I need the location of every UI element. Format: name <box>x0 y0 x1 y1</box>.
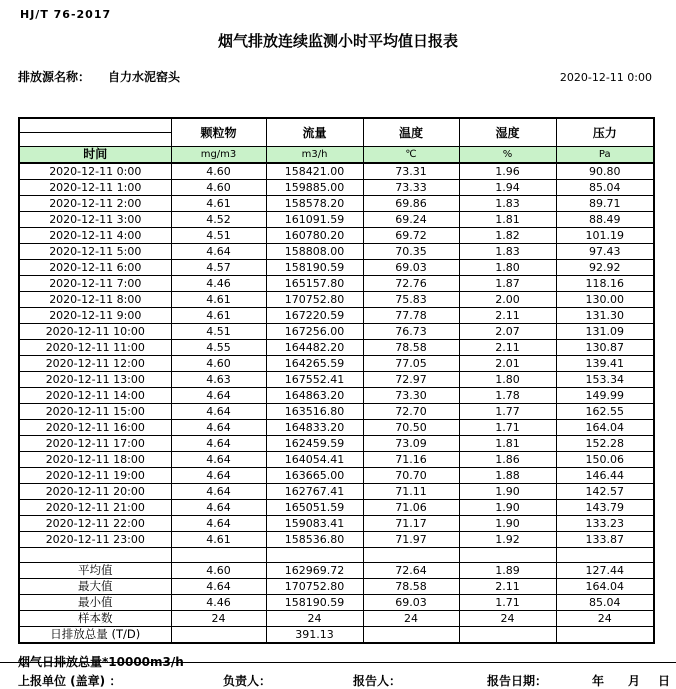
row-value: 146.44 <box>556 467 654 483</box>
hourly-rows <box>19 163 654 548</box>
summary-value <box>363 626 459 643</box>
row-time: 2020-12-11 12:00 <box>19 355 171 371</box>
row-value: 165051.59 <box>266 499 363 515</box>
units-row <box>19 146 654 163</box>
row-value: 76.73 <box>363 323 459 339</box>
row-value: 4.46 <box>171 275 266 291</box>
row-value: 75.83 <box>363 291 459 307</box>
summary-value: 24 <box>171 610 266 626</box>
row-value: 69.86 <box>363 195 459 211</box>
summary-value: 24 <box>363 610 459 626</box>
summary-value <box>266 547 363 562</box>
source-name-value: 自力水泥窑头 <box>108 70 181 84</box>
row-value: 163516.80 <box>266 403 363 419</box>
responsible-label: 负责人： <box>223 673 272 688</box>
summary-value <box>363 547 459 562</box>
row-value: 170752.80 <box>266 291 363 307</box>
summary-value: 391.13 <box>266 626 363 643</box>
summary-label: 最大值 <box>19 578 171 594</box>
row-value: 4.60 <box>171 163 266 180</box>
row-value: 4.60 <box>171 179 266 195</box>
summary-value <box>556 626 654 643</box>
row-value: 69.72 <box>363 227 459 243</box>
summary-row <box>19 610 654 626</box>
summary-value <box>459 626 556 643</box>
summary-value: 1.89 <box>459 562 556 578</box>
row-time: 2020-12-11 16:00 <box>19 419 171 435</box>
bottom-divider <box>0 662 676 663</box>
table-row <box>19 179 654 195</box>
row-value: 92.92 <box>556 259 654 275</box>
summary-value: 164.04 <box>556 578 654 594</box>
row-value: 77.78 <box>363 307 459 323</box>
row-value: 165157.80 <box>266 275 363 291</box>
row-value: 2.00 <box>459 291 556 307</box>
row-value: 4.64 <box>171 483 266 499</box>
row-value: 4.52 <box>171 211 266 227</box>
row-value: 89.71 <box>556 195 654 211</box>
row-value: 158578.20 <box>266 195 363 211</box>
row-value: 1.83 <box>459 195 556 211</box>
summary-value: 69.03 <box>363 594 459 610</box>
column-header-3: 湿度 <box>459 118 556 146</box>
unit-cell-4: Pa <box>556 146 654 163</box>
time-corner-bottom <box>19 132 171 146</box>
row-time: 2020-12-11 15:00 <box>19 403 171 419</box>
summary-value: 170752.80 <box>266 578 363 594</box>
row-time: 2020-12-11 4:00 <box>19 227 171 243</box>
row-value: 158190.59 <box>266 259 363 275</box>
column-header-0: 颗粒物 <box>171 118 266 146</box>
month-label: 月 <box>628 673 641 688</box>
summary-label <box>19 547 171 562</box>
row-value: 164054.41 <box>266 451 363 467</box>
row-time: 2020-12-11 8:00 <box>19 291 171 307</box>
signature-line <box>0 672 676 688</box>
row-value: 78.58 <box>363 339 459 355</box>
row-value: 1.83 <box>459 243 556 259</box>
row-value: 101.19 <box>556 227 654 243</box>
row-value: 77.05 <box>363 355 459 371</box>
column-header-1: 流量 <box>266 118 363 146</box>
summary-value: 1.71 <box>459 594 556 610</box>
row-value: 71.11 <box>363 483 459 499</box>
table-row <box>19 163 654 180</box>
row-value: 1.80 <box>459 259 556 275</box>
summary-label: 最小值 <box>19 594 171 610</box>
row-value: 4.64 <box>171 499 266 515</box>
summary-value: 4.64 <box>171 578 266 594</box>
summary-label: 日排放总量 (T/D) <box>19 626 171 643</box>
row-value: 1.81 <box>459 211 556 227</box>
summary-value <box>171 547 266 562</box>
table-row <box>19 339 654 355</box>
table-row <box>19 195 654 211</box>
row-value: 131.30 <box>556 307 654 323</box>
row-value: 1.88 <box>459 467 556 483</box>
row-value: 4.64 <box>171 515 266 531</box>
row-value: 130.00 <box>556 291 654 307</box>
row-value: 158536.80 <box>266 531 363 547</box>
row-value: 158808.00 <box>266 243 363 259</box>
row-value: 4.57 <box>171 259 266 275</box>
table-row <box>19 371 654 387</box>
row-value: 1.87 <box>459 275 556 291</box>
row-value: 1.90 <box>459 483 556 499</box>
row-value: 164833.20 <box>266 419 363 435</box>
table-row <box>19 419 654 435</box>
row-value: 158421.00 <box>266 163 363 180</box>
row-value: 1.90 <box>459 499 556 515</box>
row-value: 4.64 <box>171 243 266 259</box>
table-row <box>19 211 654 227</box>
table-row <box>19 243 654 259</box>
page-title: 烟气排放连续监测小时平均值日报表 <box>217 32 458 50</box>
row-value: 4.64 <box>171 403 266 419</box>
row-value: 153.34 <box>556 371 654 387</box>
summary-value: 78.58 <box>363 578 459 594</box>
summary-value: 2.11 <box>459 578 556 594</box>
summary-value: 4.46 <box>171 594 266 610</box>
row-value: 164265.59 <box>266 355 363 371</box>
row-value: 1.81 <box>459 435 556 451</box>
row-time: 2020-12-11 19:00 <box>19 467 171 483</box>
unit-cell-3: % <box>459 146 556 163</box>
row-value: 131.09 <box>556 323 654 339</box>
footer <box>0 653 676 688</box>
row-value: 2.07 <box>459 323 556 339</box>
row-value: 164.04 <box>556 419 654 435</box>
row-value: 72.76 <box>363 275 459 291</box>
table-row <box>19 483 654 499</box>
year-label: 年 <box>592 673 605 688</box>
row-value: 1.94 <box>459 179 556 195</box>
row-time: 2020-12-11 11:00 <box>19 339 171 355</box>
row-value: 149.99 <box>556 387 654 403</box>
summary-value: 24 <box>459 610 556 626</box>
row-time: 2020-12-11 21:00 <box>19 499 171 515</box>
table-row <box>19 291 654 307</box>
summary-value: 24 <box>266 610 363 626</box>
row-value: 2.11 <box>459 307 556 323</box>
row-value: 72.70 <box>363 403 459 419</box>
row-time: 2020-12-11 2:00 <box>19 195 171 211</box>
row-time: 2020-12-11 13:00 <box>19 371 171 387</box>
row-value: 143.79 <box>556 499 654 515</box>
row-value: 2.01 <box>459 355 556 371</box>
row-time: 2020-12-11 10:00 <box>19 323 171 339</box>
summary-value: 85.04 <box>556 594 654 610</box>
time-header: 时间 <box>19 146 171 163</box>
row-value: 69.03 <box>363 259 459 275</box>
row-time: 2020-12-11 7:00 <box>19 275 171 291</box>
row-value: 73.33 <box>363 179 459 195</box>
row-value: 159083.41 <box>266 515 363 531</box>
summary-value: 162969.72 <box>266 562 363 578</box>
row-value: 4.64 <box>171 467 266 483</box>
row-value: 4.55 <box>171 339 266 355</box>
row-value: 88.49 <box>556 211 654 227</box>
unit-cell-1: m3/h <box>266 146 363 163</box>
report-date-label: 报告日期： <box>487 673 548 688</box>
row-value: 4.60 <box>171 355 266 371</box>
row-value: 133.87 <box>556 531 654 547</box>
summary-row <box>19 594 654 610</box>
row-value: 4.64 <box>171 419 266 435</box>
row-value: 71.17 <box>363 515 459 531</box>
summary-value: 158190.59 <box>266 594 363 610</box>
summary-label: 样本数 <box>19 610 171 626</box>
row-value: 1.78 <box>459 387 556 403</box>
row-value: 142.57 <box>556 483 654 499</box>
unit-cell-0: mg/m3 <box>171 146 266 163</box>
row-value: 167552.41 <box>266 371 363 387</box>
table-row <box>19 323 654 339</box>
table-row <box>19 499 654 515</box>
report-page <box>0 8 676 688</box>
row-value: 167220.59 <box>266 307 363 323</box>
row-value: 90.80 <box>556 163 654 180</box>
summary-row <box>19 562 654 578</box>
row-value: 118.16 <box>556 275 654 291</box>
table-row <box>19 467 654 483</box>
report-datetime: 2020-12-11 0:00 <box>559 71 652 84</box>
row-value: 167256.00 <box>266 323 363 339</box>
summary-value: 4.60 <box>171 562 266 578</box>
row-value: 162767.41 <box>266 483 363 499</box>
row-time: 2020-12-11 6:00 <box>19 259 171 275</box>
row-time: 2020-12-11 5:00 <box>19 243 171 259</box>
row-value: 133.23 <box>556 515 654 531</box>
row-value: 161091.59 <box>266 211 363 227</box>
day-label: 日 <box>658 673 671 688</box>
table-row <box>19 355 654 371</box>
row-time: 2020-12-11 22:00 <box>19 515 171 531</box>
row-time: 2020-12-11 0:00 <box>19 163 171 180</box>
emission-source <box>18 68 180 85</box>
row-value: 4.51 <box>171 323 266 339</box>
row-time: 2020-12-11 1:00 <box>19 179 171 195</box>
row-time: 2020-12-11 20:00 <box>19 483 171 499</box>
row-value: 72.97 <box>363 371 459 387</box>
row-time: 2020-12-11 23:00 <box>19 531 171 547</box>
row-value: 1.90 <box>459 515 556 531</box>
table-row <box>19 403 654 419</box>
summary-row <box>19 578 654 594</box>
row-value: 70.35 <box>363 243 459 259</box>
row-value: 1.77 <box>459 403 556 419</box>
table-header <box>19 118 654 163</box>
row-value: 4.64 <box>171 435 266 451</box>
row-time: 2020-12-11 18:00 <box>19 451 171 467</box>
column-header-4: 压力 <box>556 118 654 146</box>
total-emission-note: 烟气日排放总量*10000m3/h <box>18 654 184 669</box>
report-unit-label: 上报单位 (盖章) ： <box>18 673 122 688</box>
row-value: 150.06 <box>556 451 654 467</box>
row-value: 1.96 <box>459 163 556 180</box>
reporter-label: 报告人： <box>353 673 402 688</box>
row-value: 164482.20 <box>266 339 363 355</box>
row-value: 73.31 <box>363 163 459 180</box>
row-value: 4.61 <box>171 531 266 547</box>
row-value: 1.82 <box>459 227 556 243</box>
summary-value <box>556 547 654 562</box>
row-value: 71.06 <box>363 499 459 515</box>
header-row-top <box>19 118 654 132</box>
row-time: 2020-12-11 3:00 <box>19 211 171 227</box>
row-value: 4.63 <box>171 371 266 387</box>
row-value: 1.86 <box>459 451 556 467</box>
row-value: 4.64 <box>171 451 266 467</box>
table-row <box>19 387 654 403</box>
summary-value: 24 <box>556 610 654 626</box>
report-table <box>18 117 655 644</box>
row-value: 70.50 <box>363 419 459 435</box>
summary-rows <box>19 547 654 643</box>
table-row <box>19 435 654 451</box>
row-value: 130.87 <box>556 339 654 355</box>
table-row <box>19 275 654 291</box>
row-value: 4.61 <box>171 291 266 307</box>
meta-row <box>18 68 652 85</box>
time-corner-top <box>19 118 171 132</box>
row-value: 70.70 <box>363 467 459 483</box>
row-value: 162459.59 <box>266 435 363 451</box>
row-value: 1.80 <box>459 371 556 387</box>
row-time: 2020-12-11 14:00 <box>19 387 171 403</box>
row-value: 4.61 <box>171 307 266 323</box>
summary-label: 平均值 <box>19 562 171 578</box>
summary-value: 72.64 <box>363 562 459 578</box>
row-value: 73.30 <box>363 387 459 403</box>
table-row <box>19 227 654 243</box>
table-row <box>19 307 654 323</box>
summary-value <box>171 626 266 643</box>
row-value: 73.09 <box>363 435 459 451</box>
row-time: 2020-12-11 9:00 <box>19 307 171 323</box>
column-header-2: 温度 <box>363 118 459 146</box>
row-time: 2020-12-11 17:00 <box>19 435 171 451</box>
unit-cell-2: ℃ <box>363 146 459 163</box>
row-value: 97.43 <box>556 243 654 259</box>
row-value: 85.04 <box>556 179 654 195</box>
table-row <box>19 531 654 547</box>
summary-value <box>459 547 556 562</box>
source-name-label: 排放源名称： <box>18 70 91 84</box>
row-value: 162.55 <box>556 403 654 419</box>
row-value: 4.64 <box>171 387 266 403</box>
row-value: 139.41 <box>556 355 654 371</box>
row-value: 163665.00 <box>266 467 363 483</box>
summary-value: 127.44 <box>556 562 654 578</box>
row-value: 1.92 <box>459 531 556 547</box>
standard-number: HJ/T 76-2017 <box>20 8 112 21</box>
row-value: 69.24 <box>363 211 459 227</box>
table-row <box>19 451 654 467</box>
row-value: 160780.20 <box>266 227 363 243</box>
row-value: 4.61 <box>171 195 266 211</box>
row-value: 71.16 <box>363 451 459 467</box>
row-value: 4.51 <box>171 227 266 243</box>
table-row <box>19 259 654 275</box>
row-value: 1.71 <box>459 419 556 435</box>
spacer-row <box>19 547 654 562</box>
table-row <box>19 515 654 531</box>
row-value: 71.97 <box>363 531 459 547</box>
row-value: 159885.00 <box>266 179 363 195</box>
row-value: 164863.20 <box>266 387 363 403</box>
summary-row <box>19 626 654 643</box>
row-value: 152.28 <box>556 435 654 451</box>
row-value: 2.11 <box>459 339 556 355</box>
